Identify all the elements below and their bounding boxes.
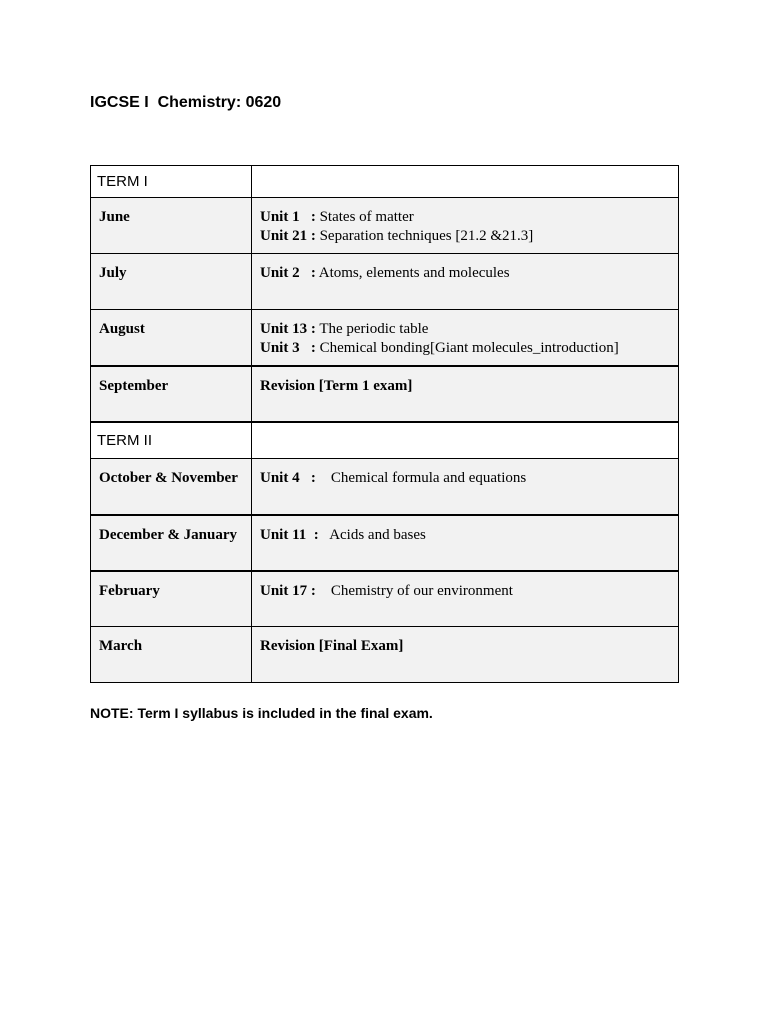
unit-topic: Separation techniques [21.2 &21.3] — [315, 228, 534, 244]
units-cell — [252, 515, 679, 571]
units-cell — [252, 254, 679, 310]
month-cell: October & November — [91, 459, 252, 515]
unit-line — [260, 264, 670, 283]
unit-label: Unit 2 : — [260, 265, 316, 281]
units-cell — [252, 571, 679, 627]
term-row — [91, 166, 679, 198]
unit-line — [260, 320, 670, 339]
unit-topic: States of matter — [315, 209, 414, 225]
unit-label: Unit 21 : — [260, 228, 316, 244]
unit-topic: Atoms, elements and molecules — [315, 265, 510, 281]
unit-label: Unit 11 : — [260, 526, 319, 543]
unit-topic: Chemical formula and equations — [315, 470, 527, 486]
units-cell — [252, 310, 679, 366]
table-row — [91, 571, 679, 627]
unit-topic: Acids and bases — [318, 526, 426, 543]
unit-line — [260, 469, 670, 488]
month-cell: February — [91, 571, 252, 627]
term-label: TERM II — [91, 422, 252, 459]
term-content — [252, 422, 679, 459]
month-cell: March — [91, 627, 252, 683]
unit-label: Unit 4 : — [260, 470, 316, 486]
units-cell — [252, 198, 679, 254]
month-cell: August — [91, 310, 252, 366]
unit-topic: Chemistry of our environment — [315, 582, 513, 599]
units-cell — [252, 366, 679, 422]
unit-label: Unit 17 : — [260, 582, 316, 599]
document-title: IGCSE I Chemistry: 0620 — [90, 94, 282, 111]
term-content — [252, 166, 679, 198]
month-cell: September — [91, 366, 252, 422]
units-cell — [252, 459, 679, 515]
table-row — [91, 459, 679, 515]
units-cell — [252, 627, 679, 683]
term-row — [91, 422, 679, 459]
table-row — [91, 254, 679, 310]
revision-label: Revision [Final Exam] — [260, 638, 404, 654]
exam-note: NOTE: Term I syllabus is included in the final exam. — [90, 705, 433, 721]
unit-line — [260, 208, 670, 227]
unit-label: Unit 3 : — [260, 340, 316, 356]
month-cell: June — [91, 198, 252, 254]
month-cell: July — [91, 254, 252, 310]
table-row — [91, 310, 679, 366]
table-row — [91, 515, 679, 571]
revision-label: Revision [Term 1 exam] — [260, 377, 413, 394]
unit-label: Unit 1 : — [260, 209, 316, 225]
unit-line — [260, 339, 670, 358]
month-cell: December & January — [91, 515, 252, 571]
table-row — [91, 198, 679, 254]
unit-line — [260, 227, 670, 246]
syllabus-table — [90, 165, 679, 683]
term-label: TERM I — [91, 166, 252, 198]
unit-topic: Chemical bonding[Giant molecules_introduction] — [315, 340, 619, 356]
table-row — [91, 366, 679, 422]
unit-label: Unit 13 : — [260, 321, 316, 337]
unit-line — [260, 526, 670, 545]
unit-line — [260, 582, 670, 601]
unit-topic: The periodic table — [315, 321, 429, 337]
table-row — [91, 627, 679, 683]
